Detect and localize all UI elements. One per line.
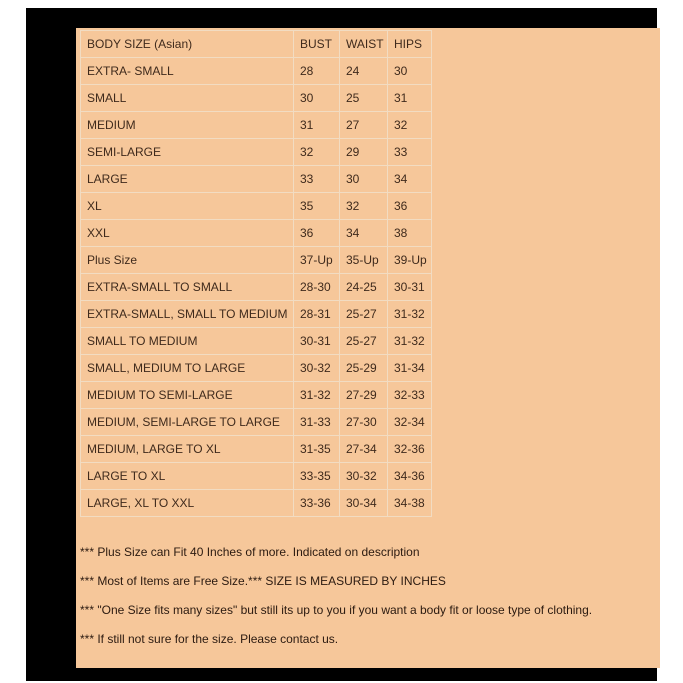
- hips-cell: 34-36: [388, 463, 432, 490]
- waist-cell: 34: [340, 220, 388, 247]
- bust-cell: 33-36: [294, 490, 340, 517]
- size-name-cell: SMALL TO MEDIUM: [81, 328, 294, 355]
- waist-cell: 25-29: [340, 355, 388, 382]
- table-header-row: [81, 31, 432, 58]
- table-row: [81, 301, 432, 328]
- size-name-cell: MEDIUM TO SEMI-LARGE: [81, 382, 294, 409]
- table-row: [81, 328, 432, 355]
- table-row: [81, 436, 432, 463]
- size-name-cell: Plus Size: [81, 247, 294, 274]
- size-name-cell: SMALL, MEDIUM TO LARGE: [81, 355, 294, 382]
- note-line: *** "One Size fits many sizes" but still its up to you if you want a body fit or loose type of clothing.: [80, 603, 593, 617]
- waist-cell: 30: [340, 166, 388, 193]
- size-chart-body: [81, 31, 432, 517]
- hips-cell: 30: [388, 58, 432, 85]
- bust-cell: 31: [294, 112, 340, 139]
- bust-cell: 28-30: [294, 274, 340, 301]
- size-name-cell: EXTRA- SMALL: [81, 58, 294, 85]
- size-name-cell: XXL: [81, 220, 294, 247]
- waist-cell: 27: [340, 112, 388, 139]
- size-name-cell: MEDIUM, LARGE TO XL: [81, 436, 294, 463]
- bust-cell: 36: [294, 220, 340, 247]
- waist-cell: 24: [340, 58, 388, 85]
- bust-cell: 30-32: [294, 355, 340, 382]
- header-body-size: BODY SIZE (Asian): [81, 31, 294, 58]
- hips-cell: 31-32: [388, 301, 432, 328]
- waist-cell: 30-34: [340, 490, 388, 517]
- table-row: [81, 274, 432, 301]
- bust-cell: 37-Up: [294, 247, 340, 274]
- table-row: [81, 85, 432, 112]
- hips-cell: 31: [388, 85, 432, 112]
- table-row: [81, 193, 432, 220]
- bust-cell: 31-35: [294, 436, 340, 463]
- waist-cell: 35-Up: [340, 247, 388, 274]
- waist-cell: 29: [340, 139, 388, 166]
- hips-cell: 31-34: [388, 355, 432, 382]
- hips-cell: 39-Up: [388, 247, 432, 274]
- bust-cell: 33-35: [294, 463, 340, 490]
- header-hips: HIPS: [388, 31, 432, 58]
- table-row: [81, 220, 432, 247]
- hips-cell: 32-34: [388, 409, 432, 436]
- table-row: [81, 166, 432, 193]
- table-row: [81, 58, 432, 85]
- bust-cell: 31-33: [294, 409, 340, 436]
- waist-cell: 27-29: [340, 382, 388, 409]
- waist-cell: 25-27: [340, 301, 388, 328]
- hips-cell: 32: [388, 112, 432, 139]
- hips-cell: 34: [388, 166, 432, 193]
- bust-cell: 28: [294, 58, 340, 85]
- size-name-cell: SEMI-LARGE: [81, 139, 294, 166]
- hips-cell: 38: [388, 220, 432, 247]
- size-name-cell: EXTRA-SMALL TO SMALL: [81, 274, 294, 301]
- bust-cell: 31-32: [294, 382, 340, 409]
- size-name-cell: EXTRA-SMALL, SMALL TO MEDIUM: [81, 301, 294, 328]
- bust-cell: 28-31: [294, 301, 340, 328]
- waist-cell: 27-30: [340, 409, 388, 436]
- hips-cell: 36: [388, 193, 432, 220]
- bust-cell: 35: [294, 193, 340, 220]
- table-row: [81, 463, 432, 490]
- size-notes: [80, 538, 660, 654]
- waist-cell: 30-32: [340, 463, 388, 490]
- table-row: [81, 139, 432, 166]
- note-line: *** Plus Size can Fit 40 Inches of more. Indicated on description: [80, 545, 420, 559]
- size-name-cell: XL: [81, 193, 294, 220]
- table-row: [81, 247, 432, 274]
- table-row: [81, 409, 432, 436]
- hips-cell: 32-33: [388, 382, 432, 409]
- note-line: *** If still not sure for the size. Please contact us.: [80, 632, 339, 646]
- table-row: [81, 490, 432, 517]
- size-name-cell: SMALL: [81, 85, 294, 112]
- bust-cell: 30: [294, 85, 340, 112]
- note-line: *** Most of Items are Free Size.*** SIZE IS MEASURED BY INCHES: [80, 574, 446, 588]
- size-name-cell: LARGE: [81, 166, 294, 193]
- bust-cell: 33: [294, 166, 340, 193]
- hips-cell: 34-38: [388, 490, 432, 517]
- waist-cell: 25: [340, 85, 388, 112]
- table-row: [81, 355, 432, 382]
- bust-cell: 30-31: [294, 328, 340, 355]
- waist-cell: 24-25: [340, 274, 388, 301]
- header-bust: BUST: [294, 31, 340, 58]
- waist-cell: 27-34: [340, 436, 388, 463]
- hips-cell: 31-32: [388, 328, 432, 355]
- size-name-cell: LARGE TO XL: [81, 463, 294, 490]
- black-frame: [26, 8, 657, 681]
- waist-cell: 25-27: [340, 328, 388, 355]
- table-row: [81, 112, 432, 139]
- size-name-cell: MEDIUM, SEMI-LARGE TO LARGE: [81, 409, 294, 436]
- hips-cell: 33: [388, 139, 432, 166]
- hips-cell: 30-31: [388, 274, 432, 301]
- size-chart-table: [80, 30, 432, 517]
- table-row: [81, 382, 432, 409]
- size-name-cell: LARGE, XL TO XXL: [81, 490, 294, 517]
- bust-cell: 32: [294, 139, 340, 166]
- size-name-cell: MEDIUM: [81, 112, 294, 139]
- hips-cell: 32-36: [388, 436, 432, 463]
- header-waist: WAIST: [340, 31, 388, 58]
- waist-cell: 32: [340, 193, 388, 220]
- size-chart-panel: [76, 28, 660, 668]
